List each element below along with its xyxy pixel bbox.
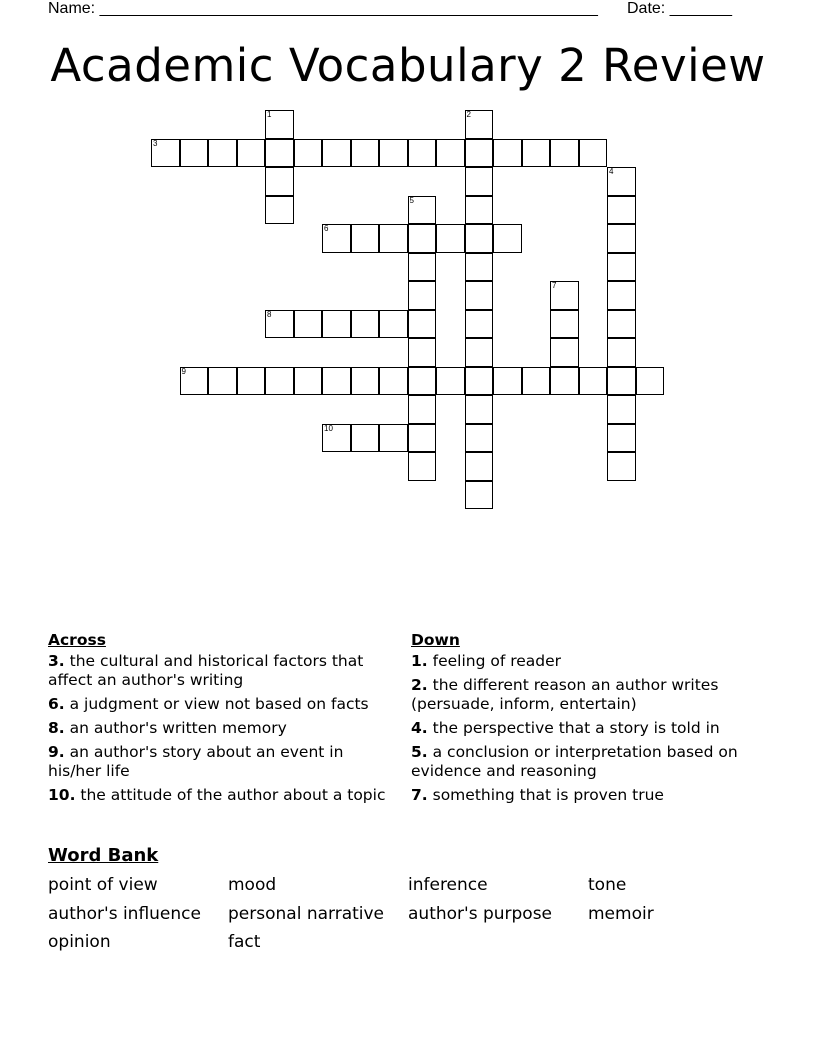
page-title: Academic Vocabulary 2 Review bbox=[50, 39, 766, 92]
crossword-cell[interactable] bbox=[265, 367, 294, 396]
crossword-cell[interactable] bbox=[408, 424, 437, 453]
crossword-cell[interactable] bbox=[607, 452, 636, 481]
clue-number: 6 bbox=[324, 224, 329, 233]
crossword-cell[interactable] bbox=[607, 224, 636, 253]
crossword-cell[interactable] bbox=[379, 367, 408, 396]
word-bank-title: Word Bank bbox=[48, 845, 159, 866]
word-bank-item: tone bbox=[588, 875, 627, 895]
crossword-cell[interactable] bbox=[465, 281, 494, 310]
crossword-cell[interactable] bbox=[379, 424, 408, 453]
crossword-cell[interactable] bbox=[322, 310, 351, 339]
crossword-cell[interactable] bbox=[493, 224, 522, 253]
crossword-cell[interactable] bbox=[208, 139, 237, 168]
clue-across-10: 10. the attitude of the author about a topic bbox=[48, 786, 386, 804]
crossword-cell[interactable] bbox=[408, 338, 437, 367]
crossword-cell[interactable] bbox=[436, 224, 465, 253]
crossword-cell[interactable] bbox=[294, 139, 323, 168]
crossword-cell[interactable] bbox=[180, 139, 209, 168]
clue-number: 9 bbox=[181, 366, 186, 376]
clue-across-3: 3. the cultural and historical factors that affect an author's writing bbox=[48, 652, 364, 689]
crossword-cell[interactable] bbox=[322, 367, 351, 396]
crossword-cell[interactable] bbox=[208, 367, 237, 396]
crossword-cell[interactable] bbox=[550, 367, 579, 396]
clue-number: 3 bbox=[153, 138, 158, 148]
crossword-cell[interactable] bbox=[379, 224, 408, 253]
word-bank-item: mood bbox=[228, 875, 277, 895]
date-field[interactable]: Date: _______ bbox=[627, 0, 732, 17]
crossword-cell[interactable] bbox=[465, 253, 494, 282]
clue-across-8: 8. an author's written memory bbox=[48, 719, 287, 737]
crossword-cell[interactable] bbox=[465, 452, 494, 481]
crossword-cell[interactable] bbox=[522, 367, 551, 396]
word-bank-item: author's purpose bbox=[408, 904, 553, 924]
down-heading: Down bbox=[411, 631, 460, 649]
crossword-grid bbox=[0, 0, 816, 520]
down-clues bbox=[411, 631, 771, 810]
clue-across-9: 9. an author's story about an event in his/her life bbox=[48, 743, 344, 780]
crossword-cell[interactable] bbox=[351, 367, 380, 396]
word-bank-item: author's influence bbox=[48, 904, 201, 924]
clue-down-7: 7. something that is proven true bbox=[411, 786, 664, 804]
crossword-cell[interactable] bbox=[465, 167, 494, 196]
crossword-cell[interactable] bbox=[550, 281, 579, 310]
crossword-cell[interactable] bbox=[408, 253, 437, 282]
crossword-cell[interactable] bbox=[465, 367, 494, 396]
crossword-cell[interactable] bbox=[607, 367, 636, 396]
clue-down-2: 2. the different reason an author writes (persuade, inform, entertain) bbox=[411, 676, 719, 713]
clue-down-4: 4. the perspective that a story is told in bbox=[411, 719, 720, 737]
clue-down-1: 1. feeling of reader bbox=[411, 652, 562, 670]
clue-number: 1 bbox=[267, 110, 272, 119]
crossword-cell[interactable] bbox=[408, 224, 437, 253]
crossword-cell[interactable] bbox=[351, 424, 380, 453]
crossword-cell[interactable] bbox=[408, 196, 437, 225]
crossword-cell[interactable] bbox=[579, 367, 608, 396]
crossword-cell[interactable] bbox=[408, 139, 437, 168]
crossword-cell[interactable] bbox=[436, 367, 465, 396]
crossword-cell[interactable] bbox=[465, 196, 494, 225]
crossword-cell[interactable] bbox=[465, 310, 494, 339]
crossword-cell[interactable] bbox=[465, 395, 494, 424]
crossword-cell[interactable] bbox=[607, 310, 636, 339]
crossword-cell[interactable] bbox=[607, 167, 636, 196]
crossword-cell[interactable] bbox=[379, 310, 408, 339]
crossword-cell[interactable] bbox=[408, 367, 437, 396]
crossword-cell[interactable] bbox=[465, 338, 494, 367]
word-bank-item: point of view bbox=[48, 875, 158, 895]
crossword-cell[interactable] bbox=[607, 395, 636, 424]
word-bank-item: memoir bbox=[588, 904, 654, 924]
clue-number: 4 bbox=[609, 167, 614, 176]
crossword-cell[interactable] bbox=[265, 196, 294, 225]
clue-number: 5 bbox=[409, 195, 414, 205]
crossword-cell[interactable] bbox=[465, 424, 494, 453]
across-clues bbox=[48, 631, 388, 810]
crossword-cell[interactable] bbox=[265, 167, 294, 196]
across-heading: Across bbox=[48, 631, 106, 649]
crossword-cell[interactable] bbox=[322, 139, 351, 168]
crossword-cell[interactable] bbox=[465, 481, 494, 510]
crossword-cell[interactable] bbox=[493, 139, 522, 168]
crossword-cell[interactable] bbox=[465, 224, 494, 253]
clue-across-6: 6. a judgment or view not based on facts bbox=[48, 695, 369, 713]
crossword-cell[interactable] bbox=[465, 110, 494, 139]
crossword-cell[interactable] bbox=[294, 310, 323, 339]
clue-number: 10 bbox=[324, 423, 333, 433]
crossword-cell[interactable] bbox=[493, 367, 522, 396]
crossword-cell[interactable] bbox=[636, 367, 665, 396]
crossword-cell[interactable] bbox=[379, 139, 408, 168]
crossword-cell[interactable] bbox=[322, 224, 351, 253]
crossword-cell[interactable] bbox=[607, 338, 636, 367]
crossword-cell[interactable] bbox=[237, 139, 266, 168]
crossword-cell[interactable] bbox=[151, 139, 180, 168]
crossword-cell[interactable] bbox=[351, 224, 380, 253]
crossword-cell[interactable] bbox=[294, 367, 323, 396]
crossword-cell[interactable] bbox=[522, 139, 551, 168]
word-bank-item: fact bbox=[228, 932, 261, 952]
crossword-cell[interactable] bbox=[351, 310, 380, 339]
crossword-cell[interactable] bbox=[265, 310, 294, 339]
crossword-cell[interactable] bbox=[607, 281, 636, 310]
crossword-cell[interactable] bbox=[550, 338, 579, 367]
crossword-cell[interactable] bbox=[408, 452, 437, 481]
clue-number: 2 bbox=[466, 110, 471, 119]
crossword-cell[interactable] bbox=[408, 395, 437, 424]
word-bank-item: opinion bbox=[48, 932, 111, 952]
crossword-cell[interactable] bbox=[237, 367, 266, 396]
crossword-cell[interactable] bbox=[408, 310, 437, 339]
crossword-cell[interactable] bbox=[607, 424, 636, 453]
crossword-cell[interactable] bbox=[408, 281, 437, 310]
crossword-cell[interactable] bbox=[607, 253, 636, 282]
crossword-cell[interactable] bbox=[579, 139, 608, 168]
word-bank-item: personal narrative bbox=[228, 904, 385, 924]
crossword-cell[interactable] bbox=[322, 424, 351, 453]
crossword-cell[interactable] bbox=[550, 139, 579, 168]
crossword-cell[interactable] bbox=[550, 310, 579, 339]
clue-number: 7 bbox=[552, 281, 557, 290]
crossword-cell[interactable] bbox=[180, 367, 209, 396]
name-field[interactable]: Name: ________________________________________________________ bbox=[48, 0, 598, 17]
crossword-cell[interactable] bbox=[351, 139, 380, 168]
word-bank-item: inference bbox=[408, 875, 488, 895]
crossword-cell[interactable] bbox=[607, 196, 636, 225]
crossword-cell[interactable] bbox=[436, 139, 465, 168]
clue-number: 8 bbox=[267, 309, 272, 319]
clue-down-5: 5. a conclusion or interpretation based on evidence and reasoning bbox=[411, 743, 738, 780]
crossword-cell[interactable] bbox=[265, 139, 294, 168]
crossword-cell[interactable] bbox=[465, 139, 494, 168]
crossword-cell[interactable] bbox=[265, 110, 294, 139]
